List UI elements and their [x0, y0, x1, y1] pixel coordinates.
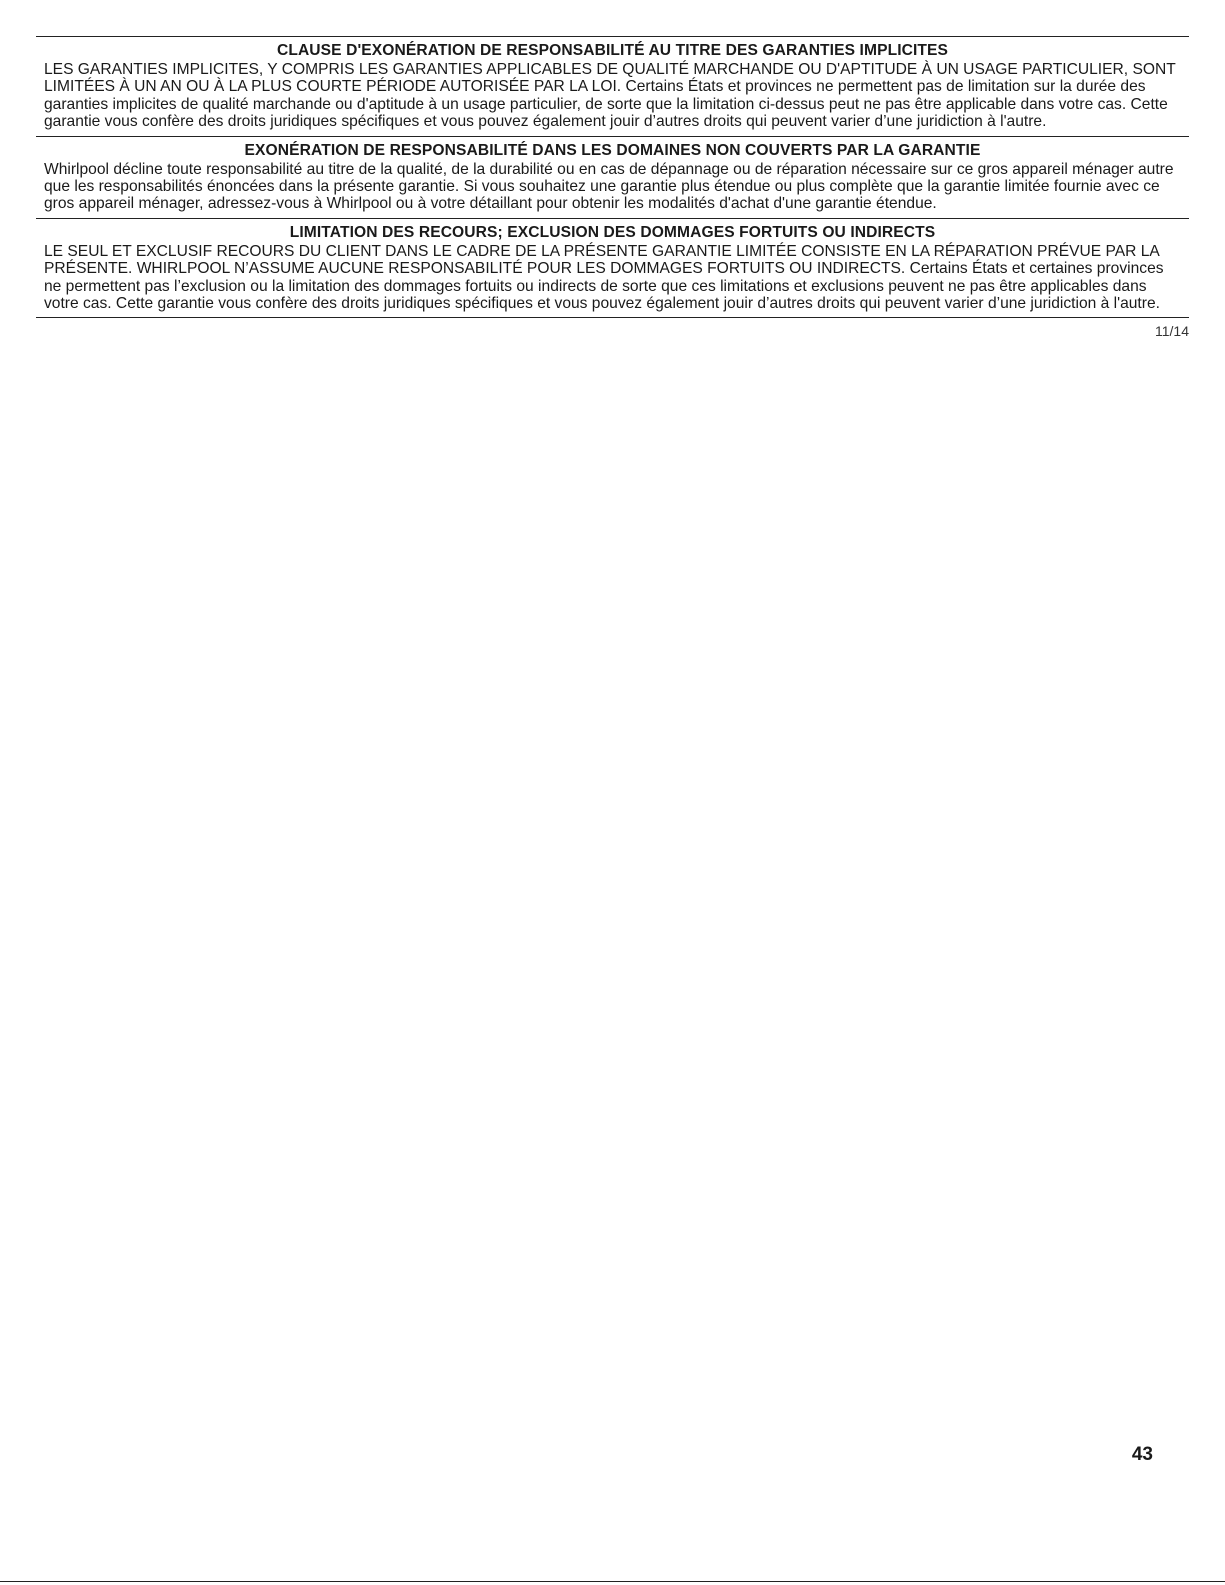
page-bottom-border: [0, 1581, 1225, 1582]
divider: [36, 317, 1189, 318]
non-covered-disclaimer-section: [36, 137, 1189, 218]
section-body: LE SEUL ET EXCLUSIF RECOURS DU CLIENT DANS LE CADRE DE LA PRÉSENTE GARANTIE LIMITÉE CONSISTE EN LA RÉPARATION PRÉVUE PAR LA PRÉSENTE. WHIRLPOOL N’ASSUME AUCUNE RESPONSABILITÉ POUR LES DOMMAGES FORTUITS OU INDIRECTS. Certains États et certaines provinces ne permettent pas l’exclusion ou la limitation des dommages fortuits ou indirects de sorte que ces limitations et exclusions peuvent ne pas être applicables dans votre cas. Cette garantie vous confère des droits juridiques spécifiques et vous pouvez également jouir d’autres droits qui peuvent varier d’une juridiction à l'autre.: [44, 242, 1164, 313]
implied-warranty-disclaimer-section: [36, 37, 1189, 136]
section-body: Whirlpool décline toute responsabilité au titre de la qualité, de la durabilité ou en cas de dépannage ou de réparation nécessaire sur ce gros appareil ménager autre que les responsabilités énoncées dans la présente garantie. Si vous souhaitez une garantie plus étendue ou plus complète que la garantie limitée fournie avec ce gros appareil ménager, adressez-vous à Whirlpool ou à votre détaillant pour obtenir les modalités d'achat d'une garantie étendue.: [44, 160, 1174, 213]
revision-date: 11/14: [1155, 323, 1189, 340]
section-heading: CLAUSE D'EXONÉRATION DE RESPONSABILITÉ AU TITRE DES GARANTIES IMPLICITES: [276, 42, 949, 59]
section-body: LES GARANTIES IMPLICITES, Y COMPRIS LES GARANTIES APPLICABLES DE QUALITÉ MARCHANDE OU D'APTITUDE À UN USAGE PARTICULIER, SONT LIMITÉES À UN AN OU À LA PLUS COURTE PÉRIODE AUTORISÉE PAR LA LOI. Certains États et provinces ne permettent pas de limitation sur la durée des garanties implicites de qualité marchande ou d'aptitude à un usage particulier, de sorte que la limitation ci-dessus peut ne pas être applicable dans votre cas. Cette garantie vous confère des droits juridiques spécifiques et vous pouvez également jouir d’autres droits qui peuvent varier d’une juridiction à l'autre.: [44, 61, 1176, 131]
section-heading: LIMITATION DES RECOURS; EXCLUSION DES DOMMAGES FORTUITS OU INDIRECTS: [289, 223, 936, 241]
limitation-of-remedies-section: [36, 219, 1189, 318]
page-number: 43: [1131, 1444, 1153, 1465]
warranty-document: [36, 36, 1189, 339]
section-heading: EXONÉRATION DE RESPONSABILITÉ DANS LES DOMAINES NON COUVERTS PAR LA GARANTIE: [244, 141, 981, 159]
